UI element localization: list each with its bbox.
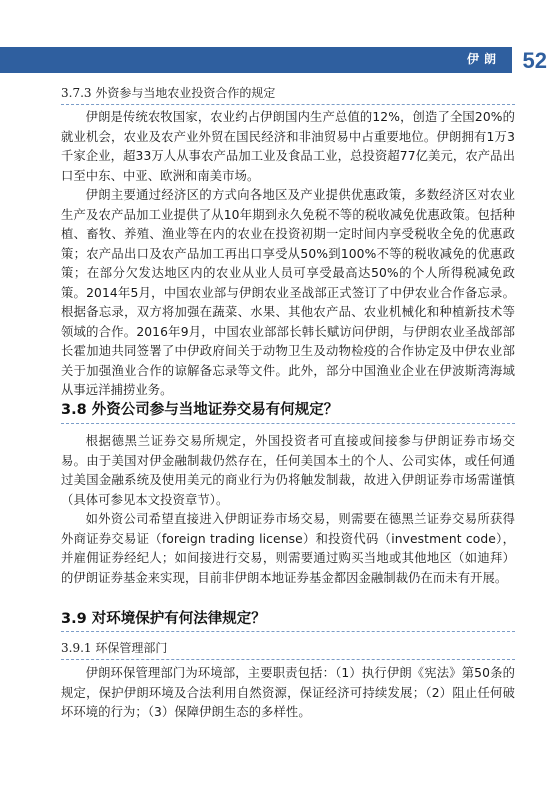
paragraph-environment-authority: 伊朗环保管理部门为环境部，主要职责包括：（1）执行伊朗《宪法》第50条的规定，保护伊朗环境及合法利用自然资源，保证经济可持续发展；（2）阻止任何破坏环境的行为；（3）保障伊朗生态的多样性。 (61, 666, 515, 719)
paragraph-securities-access: 如外资公司希望直接进入伊朗证券市场交易，则需要在德黑兰证券交易所获得外商证券交易证（foreign trading license）和投资代码（investment code），并雇佣证券经纪人；如间接进行交易，则需要通过购买当地或其他地区（如迪拜）的伊朗证券基金来实现，目前非伊朗本地证券基金都因金融制裁仍在而未有开展。 (61, 512, 515, 585)
section-heading-3-8: 3.8 外资公司参与当地证券交易有何规定？ (61, 402, 339, 418)
running-header-title: 伊朗 (466, 52, 501, 66)
paragraph-securities-rules: 根据德黑兰证券交易所规定，外国投资者可直接或间接参与伊朗证券市场交易。由于美国对伊金融制裁仍然存在，任何美国本土的个人、公司实体，或任何通过美国金融系统及使用美元的商业行为仍将触发制裁，故进入伊朗证券市场需谨慎（具体可参见本文投资章节）。 (61, 434, 515, 507)
heading-divider (61, 631, 515, 632)
subsection-heading-3-9-1: 3.9.1 环保管理部门 (61, 641, 168, 655)
page-number: 52 (522, 48, 547, 73)
heading-divider (61, 423, 515, 424)
paragraph-agriculture-policy: 伊朗主要通过经济区的方式向各地区及产业提供优惠政策，多数经济区对农业生产及农产品加工业提供了从10年期到永久免税不等的税收减免优惠政策。包括种植、畜牧、养殖、渔业等在内的农业在投资初期一定时间内享受税收全免的优惠政策；农产品出口及农产品加工再出口享受从50%到100%不等的税收减免的优惠政策；在部分欠发达地区内的农业从业人员可享受最高达50%的个人所得税减免政策。2014年5月，中国农业部与伊朗农业圣战部正式签订了中伊农业合作备忘录。根据备忘录，双方将加强在蔬菜、水果、其他农产品、农业机械化和种植新技术等领域的合作。2016年9月，中国农业部部长韩长赋访问伊朗，与伊朗农业圣战部部长霍加迪共同签署了中伊政府间关于动物卫生及动物检疫的合作协定及中伊农业部关于加强渔业合作的谅解备忘录等文件。此外，部分中国渔业企业在伊波斯湾海域从事远洋捕捞业务。 (61, 188, 515, 397)
section-heading-3-9: 3.9 对环境保护有何法律规定？ (61, 611, 266, 627)
header-band (0, 47, 512, 73)
subsection-heading-3-7-3: 3.7.3 外资参与当地农业投资合作的规定 (61, 86, 276, 100)
heading-divider (61, 659, 515, 660)
paragraph-agriculture-overview: 伊朗是传统农牧国家，农业约占伊朗国内生产总值的12%，创造了全国20%的就业机会，农业及农产业外贸在国民经济和非油贸易中占重要地位。伊朗拥有1万3千家企业，超33万人从事农产品加工业及食品工业，总投资超77亿美元，农产品出口至中东、中亚、欧洲和南美市场。 (61, 110, 515, 183)
heading-divider (61, 104, 515, 105)
